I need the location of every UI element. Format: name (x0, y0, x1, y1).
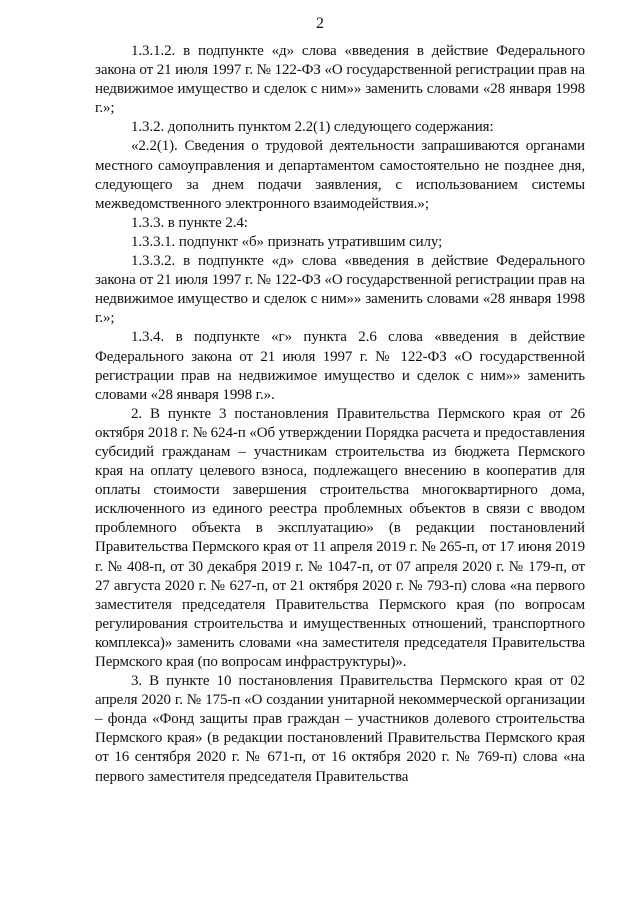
document-body (95, 42, 585, 787)
paragraph-2: 2. В пункте 3 постановления Правительства Пермского края от 26 октября 2018 г. № 624-п «Об утверждении Порядка расчета и предоставления субсидий гражданам – участникам строительства из бюджета Пермского края на оплату целевого взноса, подлежащего внесению в кооператив для оплаты стоимости завершения строительства многоквартирного дома, исключенного из единого реестра проблемных объектов в связи с вводом проблемного объекта в эксплуатацию» (в редакции постановлений Правительства Пермского края от 11 апреля 2019 г. № 265-п, от 17 июня 2019 г. № 408-п, от 30 декабря 2019 г. № 1047-п, от 07 апреля 2020 г. № 179-п, от 27 августа 2020 г. № 627-п, от 21 октября 2020 г. № 793-п) слова «на первого заместителя председателя Правительства Пермского края (по вопросам регулирования строительства и имущественных отношений, транспортного комплекса)» заменить словами «на заместителя председателя Правительства Пермского края (по вопросам инфраструктуры)». (95, 405, 585, 670)
paragraph-1-3-3: 1.3.3. в пункте 2.4: (131, 214, 248, 231)
paragraph-2-2-1-quote: «2.2(1). Сведения о трудовой деятельности запрашиваются органами местного самоуправления и департаментом самостоятельно не позднее дня, следующего за днем подачи заявления, с использованием системы межведомственного электронного взаимодействия.»; (95, 138, 585, 212)
page-number: 2 (316, 15, 324, 32)
paragraph-1-3-4: 1.3.4. в подпункте «г» пункта 2.6 слова «введения в действие Федерального закона от 21 июля 1997 г. № 122-ФЗ «О государственной регистрации прав на недвижимое имущество и сделок с ним»» заменить словами «28 января 1998 г.». (95, 329, 585, 403)
paragraph-1-3-1-2: 1.3.1.2. в подпункте «д» слова «введения в действие Федерального закона от 21 июля 1997 г. № 122-ФЗ «О государственной регистрации прав на недвижимое имущество и сделок с ним»» заменить словами «28 января 1998 г.»; (95, 43, 585, 117)
paragraph-1-3-2: 1.3.2. дополнить пунктом 2.2(1) следующего содержания: (131, 119, 494, 136)
paragraph-3: 3. В пункте 10 постановления Правительства Пермского края от 02 апреля 2020 г. № 175-п «О создании унитарной некоммерческой организации – фонда «Фонд защиты прав граждан – участников долевого строительства Пермского края» (в редакции постановлений Правительства Пермского края от 16 сентября 2020 г. № 671-п, от 16 октября 2020 г. № 769-п) слова «на первого заместителя председателя Правительства (95, 673, 585, 785)
paragraph-1-3-3-2: 1.3.3.2. в подпункте «д» слова «введения в действие Федерального закона от 21 июля 1997 г. № 122-ФЗ «О государственной регистрации прав на недвижимое имущество и сделок с ним»» заменить словами «28 января 1998 г.»; (95, 253, 585, 327)
paragraph-1-3-3-1: 1.3.3.1. подпункт «б» признать утратившим силу; (131, 233, 443, 250)
